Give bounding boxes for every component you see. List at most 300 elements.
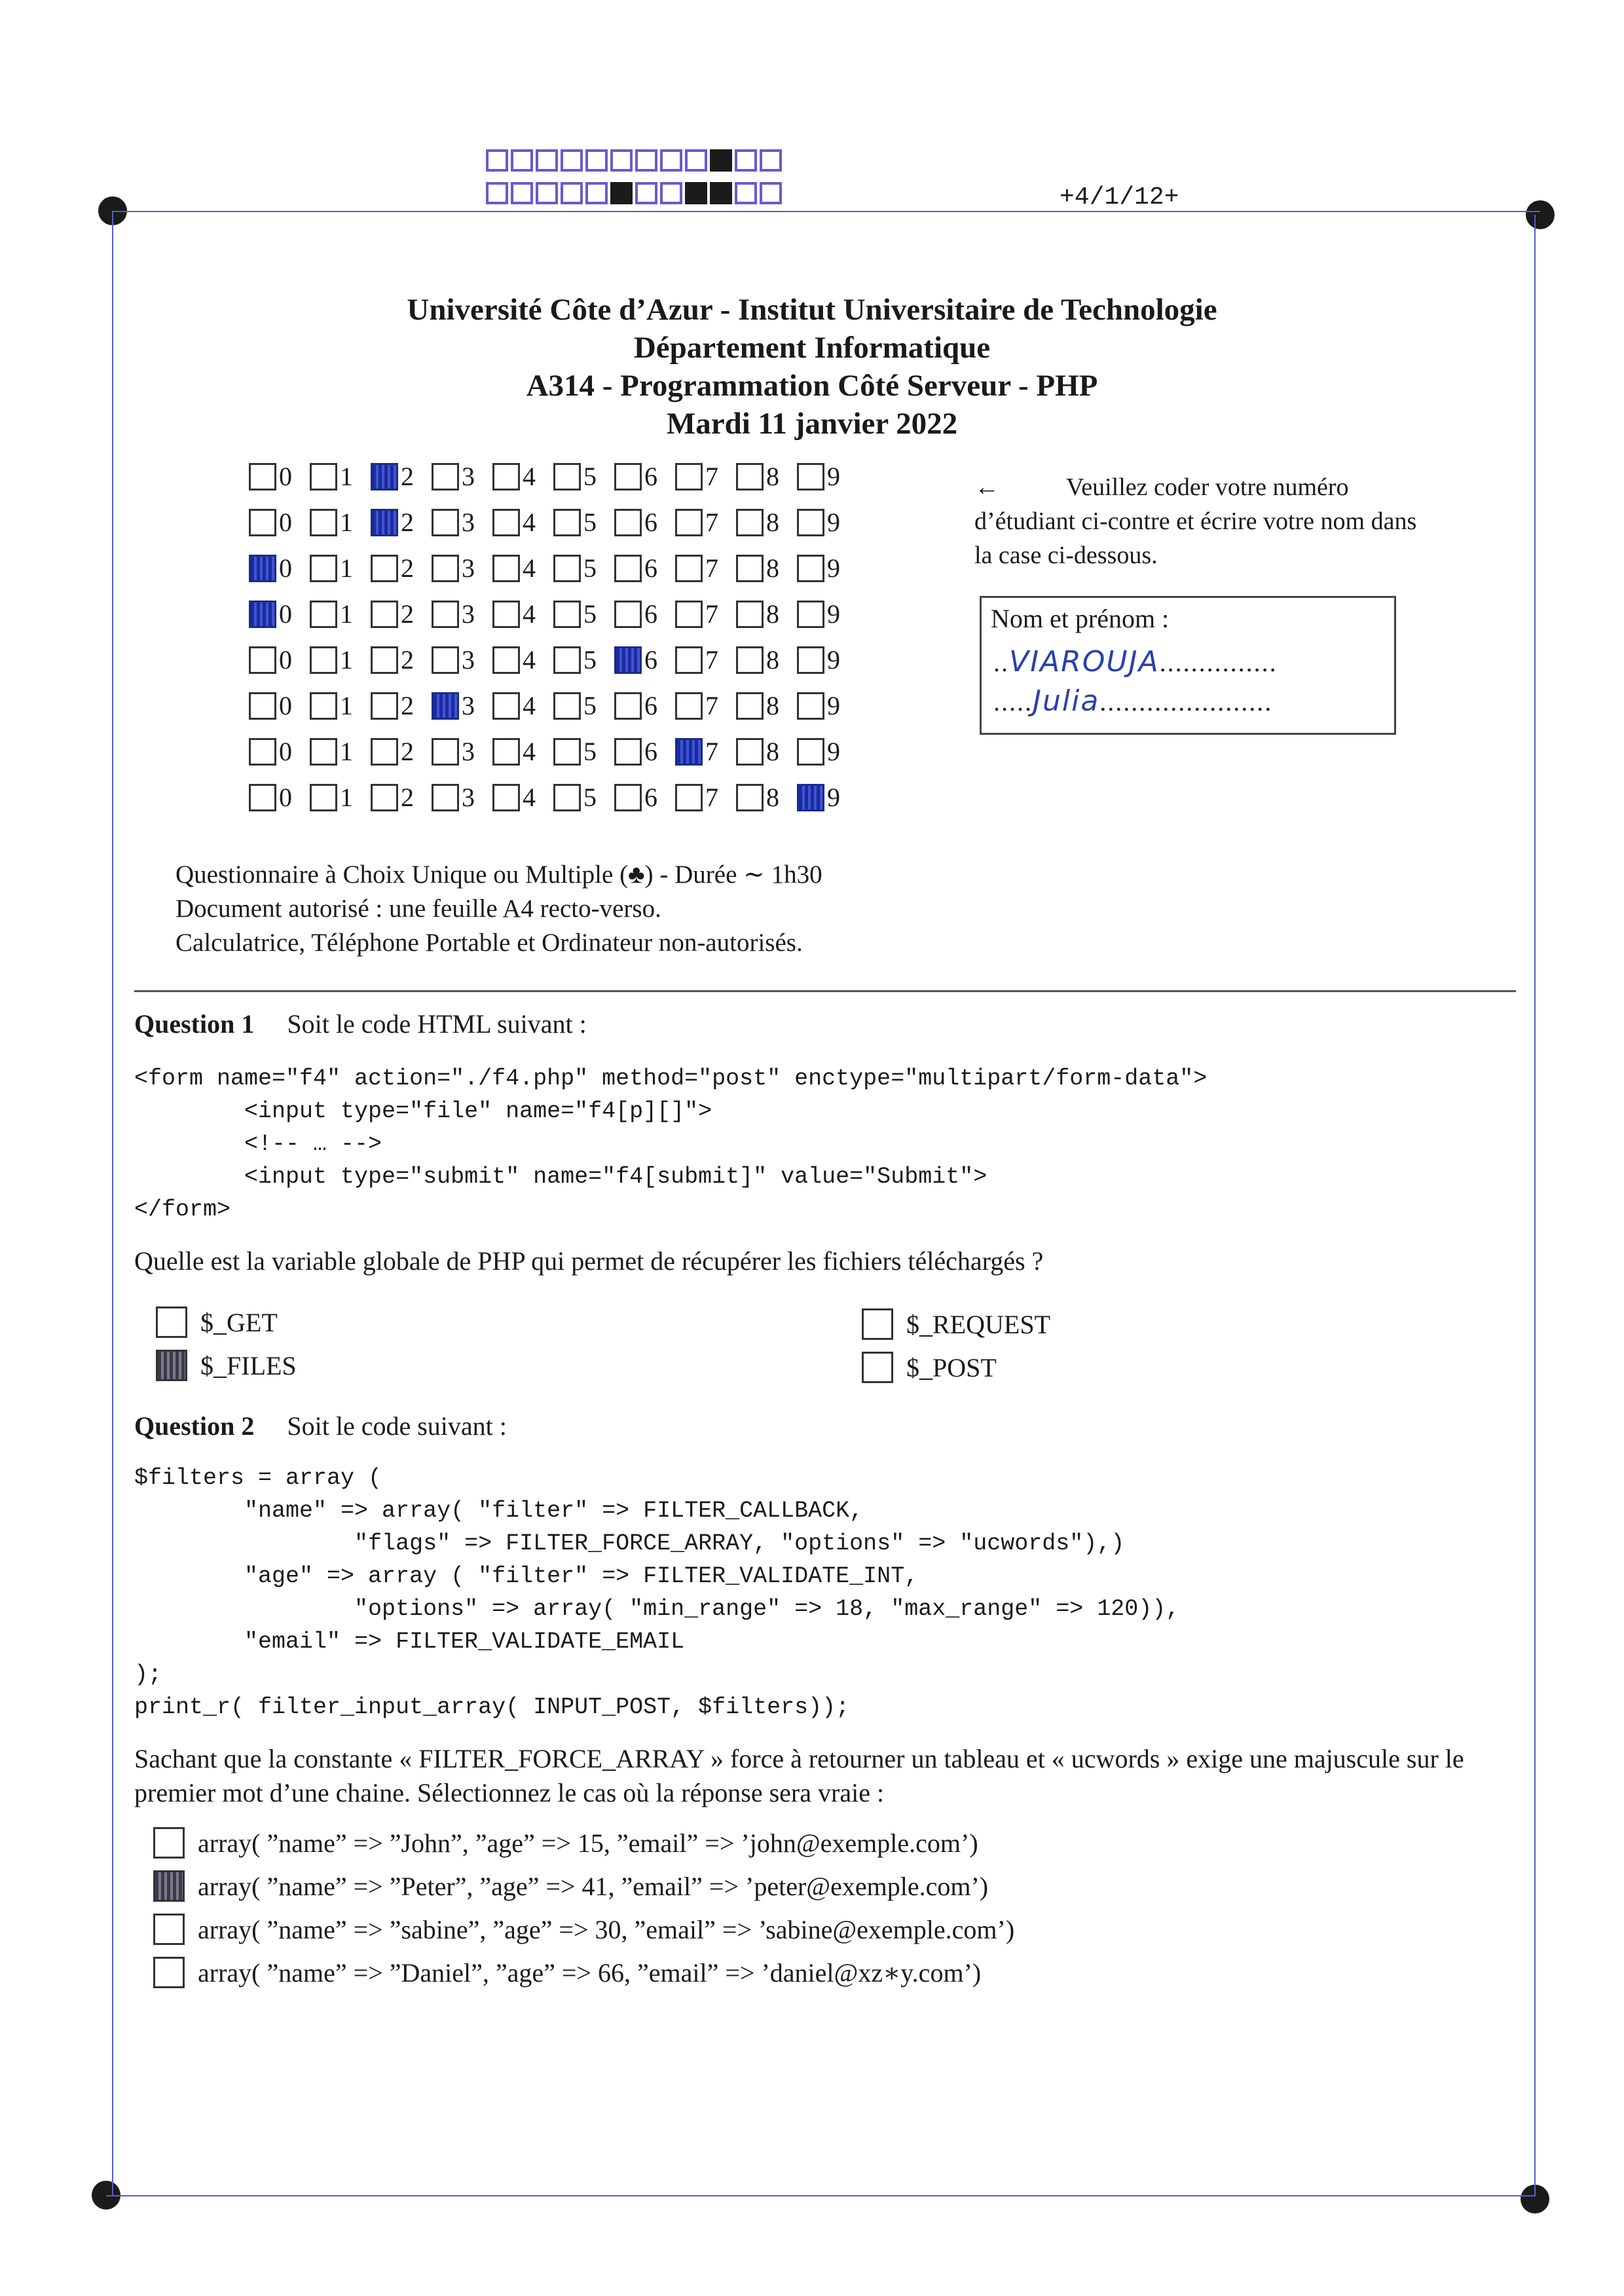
id-digit-checkbox[interactable] — [736, 646, 764, 674]
id-digit-option[interactable] — [371, 599, 432, 629]
id-digit-label: 5 — [583, 645, 597, 675]
id-digit-label: 0 — [279, 508, 292, 537]
id-digit-label: 9 — [827, 691, 840, 720]
id-digit-checkbox[interactable] — [371, 738, 398, 766]
id-digit-label: 9 — [827, 553, 840, 583]
id-digit-option[interactable] — [675, 782, 736, 813]
id-digit-option[interactable] — [249, 690, 310, 721]
id-digit-option[interactable] — [614, 507, 675, 538]
id-grid-row — [249, 782, 858, 813]
id-digit-option[interactable] — [553, 553, 614, 583]
id-digit-label: 8 — [766, 508, 779, 537]
question2-code: $filters = array ( "name" => array( "filter" => FILTER_CALLBACK, "flags" => FILTER_FORCE_ARRAY, "options" => "ucwords"),) "age" => array ( "filter" => FILTER_VALIDATE_INT, "options" => array( "min_range" => 18, "max_range" => 120)), "email" => FILTER_VALIDATE_EMAIL ); print_r( filter_input_array( INPUT_POST, $filters)); — [134, 1465, 1180, 1720]
id-digit-option[interactable] — [736, 644, 797, 675]
id-digit-checkbox[interactable] — [432, 692, 459, 720]
id-digit-checkbox[interactable] — [797, 738, 824, 766]
q2-checkbox-sabine[interactable] — [153, 1914, 185, 1945]
id-digit-label: 3 — [462, 691, 475, 720]
id-digit-checkbox[interactable] — [432, 784, 459, 811]
id-digit-checkbox[interactable] — [797, 784, 824, 811]
id-digit-label: 5 — [583, 737, 597, 766]
id-digit-option[interactable] — [249, 736, 310, 767]
id-digit-checkbox[interactable] — [614, 738, 642, 766]
id-digit-checkbox[interactable] — [675, 509, 703, 536]
id-digit-option[interactable] — [614, 599, 675, 629]
id-digit-label: 6 — [644, 737, 657, 766]
id-digit-checkbox[interactable] — [736, 692, 764, 720]
id-digit-checkbox[interactable] — [371, 692, 398, 720]
id-digit-label: 6 — [644, 691, 657, 720]
id-digit-label: 2 — [401, 737, 414, 766]
id-digit-option[interactable] — [553, 461, 614, 492]
id-digit-label: 1 — [340, 553, 353, 583]
id-digit-checkbox[interactable] — [736, 784, 764, 811]
id-digit-checkbox[interactable] — [249, 692, 276, 720]
id-digit-option[interactable] — [675, 553, 736, 583]
instructions-text: Veuillez coder votre numéro d’étudiant ci-contre et écrire votre nom dans la case ci-dessous. — [974, 473, 1417, 569]
id-digit-label: 4 — [523, 645, 536, 675]
first-name-handwritten: Julia — [1033, 684, 1100, 718]
id-digit-option[interactable] — [310, 507, 371, 538]
header-department: Département Informatique — [633, 331, 991, 365]
id-digit-checkbox[interactable] — [675, 555, 703, 582]
frame-left — [112, 211, 113, 2195]
id-digit-option[interactable] — [492, 690, 553, 721]
id-digit-checkbox[interactable] — [553, 555, 581, 582]
id-digit-option[interactable] — [614, 553, 675, 583]
id-digit-option[interactable] — [492, 507, 553, 538]
id-digit-checkbox[interactable] — [249, 555, 276, 582]
id-digit-checkbox[interactable] — [675, 463, 703, 491]
id-digit-option[interactable] — [371, 461, 432, 492]
id-digit-checkbox[interactable] — [310, 601, 337, 628]
id-digit-checkbox[interactable] — [797, 509, 824, 536]
id-digit-label: 0 — [279, 737, 292, 766]
id-digit-option[interactable] — [553, 644, 614, 675]
id-digit-checkbox[interactable] — [310, 692, 337, 720]
id-digit-label: 9 — [827, 599, 840, 629]
id-digit-option[interactable] — [310, 690, 371, 721]
id-digit-label: 8 — [766, 691, 779, 720]
id-digit-checkbox[interactable] — [249, 601, 276, 628]
page-code-grid-row1 — [486, 149, 782, 172]
id-digit-checkbox[interactable] — [736, 738, 764, 766]
id-digit-label: 8 — [766, 462, 779, 491]
id-digit-label: 6 — [644, 599, 657, 629]
q1-checkbox-get[interactable] — [156, 1306, 187, 1338]
id-digit-checkbox[interactable] — [249, 463, 276, 491]
id-digit-checkbox[interactable] — [614, 692, 642, 720]
id-digit-label: 8 — [766, 737, 779, 766]
id-digit-checkbox[interactable] — [797, 463, 824, 491]
last-name-handwritten: VIAROUJA — [1009, 645, 1160, 678]
id-digit-checkbox[interactable] — [249, 646, 276, 674]
id-digit-option[interactable] — [310, 644, 371, 675]
id-digit-label: 2 — [401, 783, 414, 812]
id-instructions — [974, 470, 1433, 572]
separator-rule — [134, 990, 1516, 992]
frame-right — [1534, 215, 1536, 2196]
id-digit-checkbox[interactable] — [492, 738, 520, 766]
id-digit-label: 0 — [279, 599, 292, 629]
id-digit-checkbox[interactable] — [614, 601, 642, 628]
id-digit-option[interactable] — [371, 553, 432, 583]
q1-option-post[interactable]: $_POST — [862, 1352, 997, 1383]
question2-prompt: Sachant que la constante « FILTER_FORCE_ARRAY » force à retourner un tableau et « ucwords » exige une majuscule sur le premier mot d’une chaine. Sélectionnez le cas où la réponse sera vraie : — [134, 1744, 1464, 1807]
id-digit-label: 1 — [340, 645, 353, 675]
id-grid-row — [249, 461, 858, 492]
id-digit-option[interactable] — [797, 599, 858, 629]
id-digit-label: 8 — [766, 553, 779, 583]
id-digit-option[interactable] — [492, 553, 553, 583]
q2-option-peter[interactable]: array( ”name” => ”Peter”, ”age” => 41, ”email” => ’peter@exemple.com’) — [153, 1870, 988, 1902]
id-digit-option[interactable] — [736, 736, 797, 767]
question1-code: <form name="f4" action="./f4.php" method="post" enctype="multipart/form-data"> <input type="file" name="f4[p][]"> <!-- … --> <input type="submit" name="f4[submit]" value="Submit"> </form> — [134, 1065, 1208, 1223]
page-code-grid-row2 — [486, 182, 782, 204]
id-digit-option[interactable] — [492, 461, 553, 492]
id-digit-option[interactable] — [492, 782, 553, 813]
id-digit-option[interactable] — [553, 507, 614, 538]
q2-checkbox-peter[interactable] — [153, 1870, 185, 1902]
id-digit-label: 5 — [583, 691, 597, 720]
id-digit-label: 3 — [462, 645, 475, 675]
id-digit-option[interactable] — [492, 599, 553, 629]
id-digit-label: 1 — [340, 737, 353, 766]
id-digit-checkbox[interactable] — [310, 509, 337, 536]
id-digit-checkbox[interactable] — [614, 509, 642, 536]
id-digit-checkbox[interactable] — [492, 692, 520, 720]
id-digit-option[interactable] — [736, 599, 797, 629]
id-digit-option[interactable] — [736, 461, 797, 492]
id-digit-label: 9 — [827, 783, 840, 812]
id-digit-option[interactable] — [249, 599, 310, 629]
corner-mark-top-right — [1526, 200, 1555, 229]
id-digit-label: 6 — [644, 553, 657, 583]
id-digit-checkbox[interactable] — [432, 509, 459, 536]
id-digit-label: 6 — [644, 783, 657, 812]
id-digit-checkbox[interactable] — [310, 738, 337, 766]
id-digit-option[interactable] — [492, 644, 553, 675]
id-grid-row — [249, 644, 858, 675]
id-digit-label: 4 — [523, 508, 536, 537]
q2-option-sabine[interactable]: array( ”name” => ”sabine”, ”age” => 30, ”email” => ’sabine@exemple.com’) — [153, 1914, 1014, 1945]
q1-checkbox-request[interactable] — [862, 1308, 893, 1340]
id-digit-option[interactable] — [797, 461, 858, 492]
id-digit-checkbox[interactable] — [675, 692, 703, 720]
id-digit-option[interactable] — [249, 507, 310, 538]
header-date: Mardi 11 janvier 2022 — [666, 407, 958, 441]
id-digit-label: 1 — [340, 599, 353, 629]
id-digit-option[interactable] — [736, 553, 797, 583]
id-digit-label: 5 — [583, 599, 597, 629]
id-digit-label: 3 — [462, 508, 475, 537]
id-digit-label: 7 — [705, 553, 718, 583]
id-digit-checkbox[interactable] — [797, 555, 824, 582]
id-digit-label: 9 — [827, 737, 840, 766]
id-digit-label: 1 — [340, 691, 353, 720]
question2-intro: Soit le code suivant : — [287, 1411, 507, 1441]
id-digit-label: 8 — [766, 783, 779, 812]
id-digit-label: 4 — [523, 783, 536, 812]
id-digit-checkbox[interactable] — [675, 646, 703, 674]
id-digit-label: 2 — [401, 691, 414, 720]
id-digit-label: 4 — [523, 691, 536, 720]
left-arrow-icon: ← — [974, 473, 999, 501]
id-digit-label: 3 — [462, 783, 475, 812]
id-digit-option[interactable] — [553, 782, 614, 813]
id-digit-checkbox[interactable] — [797, 646, 824, 674]
id-grid-row — [249, 553, 858, 583]
id-digit-option[interactable] — [675, 599, 736, 629]
id-digit-checkbox[interactable] — [371, 555, 398, 582]
id-digit-checkbox[interactable] — [736, 601, 764, 628]
id-digit-checkbox[interactable] — [432, 463, 459, 491]
id-digit-checkbox[interactable] — [371, 601, 398, 628]
id-digit-checkbox[interactable] — [371, 784, 398, 811]
id-digit-option[interactable] — [797, 507, 858, 538]
id-digit-checkbox[interactable] — [553, 646, 581, 674]
id-digit-option[interactable] — [675, 690, 736, 721]
id-digit-option[interactable] — [492, 736, 553, 767]
id-digit-option[interactable] — [371, 690, 432, 721]
id-digit-checkbox[interactable] — [432, 601, 459, 628]
id-digit-checkbox[interactable] — [797, 692, 824, 720]
id-digit-checkbox[interactable] — [553, 692, 581, 720]
id-digit-label: 7 — [705, 599, 718, 629]
frame-top — [113, 211, 1540, 212]
name-box-label: Nom et prénom : — [991, 604, 1170, 633]
id-digit-option[interactable] — [553, 690, 614, 721]
id-digit-option[interactable] — [614, 644, 675, 675]
id-digit-checkbox[interactable] — [614, 463, 642, 491]
header-university: Université Côte d’Azur - Institut Universitaire de Technologie — [407, 293, 1217, 327]
question1-intro: Soit le code HTML suivant : — [287, 1009, 587, 1039]
id-digit-option[interactable] — [371, 644, 432, 675]
id-digit-option[interactable] — [797, 553, 858, 583]
q1-option-files[interactable]: $_FILES — [156, 1350, 297, 1381]
id-digit-checkbox[interactable] — [249, 509, 276, 536]
id-digit-checkbox[interactable] — [797, 601, 824, 628]
id-digit-option[interactable] — [371, 507, 432, 538]
id-digit-option[interactable] — [432, 553, 492, 583]
q2-option-john[interactable]: array( ”name” => ”John”, ”age” => 15, ”email” => ’john@exemple.com’) — [153, 1827, 978, 1859]
id-digit-label: 8 — [766, 645, 779, 675]
q2-option-daniel[interactable]: array( ”name” => ”Daniel”, ”age” => 66, ”email” => ’daniel@xz∗y.com’) — [153, 1957, 981, 1988]
id-digit-checkbox[interactable] — [310, 463, 337, 491]
id-digit-option[interactable] — [249, 553, 310, 583]
question1-number: Question 1 — [134, 1009, 255, 1039]
exam-meta — [175, 858, 822, 960]
id-digit-label: 1 — [340, 783, 353, 812]
id-digit-option[interactable] — [614, 690, 675, 721]
id-digit-label: 3 — [462, 462, 475, 491]
forbidden-devices: Calculatrice, Téléphone Portable et Ordinateur non-autorisés. — [175, 929, 803, 957]
id-digit-option[interactable] — [371, 736, 432, 767]
id-digit-label: 5 — [583, 508, 597, 537]
id-digit-label: 7 — [705, 691, 718, 720]
id-digit-checkbox[interactable] — [614, 646, 642, 674]
id-digit-label: 5 — [583, 783, 597, 812]
q2-checkbox-john[interactable] — [153, 1827, 185, 1859]
id-digit-option[interactable] — [432, 736, 492, 767]
id-digit-option[interactable] — [310, 782, 371, 813]
id-digit-option[interactable] — [432, 690, 492, 721]
id-digit-checkbox[interactable] — [492, 784, 520, 811]
id-digit-checkbox[interactable] — [432, 646, 459, 674]
id-digit-label: 7 — [705, 462, 718, 491]
id-digit-option[interactable] — [675, 461, 736, 492]
id-digit-option[interactable] — [797, 690, 858, 721]
id-digit-option[interactable] — [675, 736, 736, 767]
id-digit-option[interactable] — [310, 736, 371, 767]
id-digit-option[interactable] — [432, 461, 492, 492]
id-digit-label: 9 — [827, 508, 840, 537]
id-digit-option[interactable] — [432, 782, 492, 813]
id-digit-option[interactable] — [249, 782, 310, 813]
id-digit-checkbox[interactable] — [736, 555, 764, 582]
q2-checkbox-daniel[interactable] — [153, 1957, 185, 1988]
id-digit-checkbox[interactable] — [432, 738, 459, 766]
id-digit-label: 3 — [462, 553, 475, 583]
id-digit-label: 2 — [401, 462, 414, 491]
id-digit-checkbox[interactable] — [553, 738, 581, 766]
id-digit-label: 2 — [401, 508, 414, 537]
id-digit-checkbox[interactable] — [675, 784, 703, 811]
id-digit-label: 2 — [401, 599, 414, 629]
id-digit-checkbox[interactable] — [249, 738, 276, 766]
id-digit-checkbox[interactable] — [371, 509, 398, 536]
id-digit-checkbox[interactable] — [492, 601, 520, 628]
id-digit-label: 0 — [279, 553, 292, 583]
header-course: A314 - Programmation Côté Serveur - PHP — [526, 369, 1098, 403]
id-digit-option[interactable] — [797, 782, 858, 813]
exam-format: Questionnaire à Choix Unique ou Multiple (♣) - Durée ∼ 1h30 — [175, 861, 822, 889]
id-digit-checkbox[interactable] — [492, 463, 520, 491]
q1-option-get[interactable]: $_GET — [156, 1306, 278, 1338]
id-digit-label: 8 — [766, 599, 779, 629]
id-digit-label: 9 — [827, 462, 840, 491]
id-digit-label: 0 — [279, 645, 292, 675]
id-digit-label: 7 — [705, 645, 718, 675]
allowed-documents: Document autorisé : une feuille A4 recto-verso. — [175, 895, 661, 923]
first-name-line: .....Julia...................... — [993, 684, 1273, 718]
last-name-line: ..VIAROUJA............... — [993, 645, 1278, 678]
id-digit-option[interactable] — [553, 599, 614, 629]
id-digit-option[interactable] — [797, 644, 858, 675]
id-digit-checkbox[interactable] — [736, 463, 764, 491]
id-digit-checkbox[interactable] — [492, 646, 520, 674]
id-digit-label: 4 — [523, 462, 536, 491]
id-digit-checkbox[interactable] — [736, 509, 764, 536]
id-digit-option[interactable] — [249, 644, 310, 675]
id-digit-label: 7 — [705, 508, 718, 537]
id-digit-option[interactable] — [310, 461, 371, 492]
id-grid-row — [249, 599, 858, 629]
id-digit-label: 5 — [583, 462, 597, 491]
id-digit-label: 9 — [827, 645, 840, 675]
id-digit-option[interactable] — [736, 507, 797, 538]
id-digit-label: 2 — [401, 553, 414, 583]
name-box[interactable] — [980, 596, 1396, 735]
id-digit-checkbox[interactable] — [675, 738, 703, 766]
id-grid-row — [249, 507, 858, 538]
id-digit-label: 1 — [340, 508, 353, 537]
id-digit-option[interactable] — [736, 782, 797, 813]
id-digit-checkbox[interactable] — [371, 463, 398, 491]
id-digit-label: 5 — [583, 553, 597, 583]
id-digit-option[interactable] — [736, 690, 797, 721]
id-digit-label: 4 — [523, 737, 536, 766]
id-digit-label: 1 — [340, 462, 353, 491]
id-digit-option[interactable] — [797, 736, 858, 767]
id-digit-checkbox[interactable] — [553, 601, 581, 628]
question1-prompt: Quelle est la variable globale de PHP qui permet de récupérer les fichiers téléchargés ? — [134, 1246, 1044, 1276]
id-digit-label: 4 — [523, 553, 536, 583]
id-digit-checkbox[interactable] — [310, 646, 337, 674]
id-digit-option[interactable] — [310, 553, 371, 583]
id-digit-label: 6 — [644, 645, 657, 675]
id-grid-row — [249, 736, 858, 767]
id-digit-checkbox[interactable] — [432, 555, 459, 582]
id-digit-label: 4 — [523, 599, 536, 629]
id-digit-checkbox[interactable] — [371, 646, 398, 674]
id-digit-label: 6 — [644, 508, 657, 537]
id-digit-checkbox[interactable] — [492, 509, 520, 536]
question1-heading — [134, 1009, 587, 1039]
id-digit-checkbox[interactable] — [553, 784, 581, 811]
id-digit-option[interactable] — [371, 782, 432, 813]
id-digit-option[interactable] — [614, 461, 675, 492]
question2-heading — [134, 1411, 507, 1441]
id-digit-option[interactable] — [553, 736, 614, 767]
id-digit-option[interactable] — [675, 644, 736, 675]
id-digit-label: 7 — [705, 783, 718, 812]
id-digit-checkbox[interactable] — [492, 555, 520, 582]
id-digit-label: 3 — [462, 737, 475, 766]
id-digit-label: 0 — [279, 691, 292, 720]
id-digit-label: 6 — [644, 462, 657, 491]
id-digit-checkbox[interactable] — [553, 509, 581, 536]
id-digit-option[interactable] — [675, 507, 736, 538]
id-digit-option[interactable] — [614, 782, 675, 813]
id-digit-option[interactable] — [614, 736, 675, 767]
id-digit-label: 7 — [705, 737, 718, 766]
id-digit-checkbox[interactable] — [553, 463, 581, 491]
id-digit-checkbox[interactable] — [310, 784, 337, 811]
id-digit-label: 2 — [401, 645, 414, 675]
q1-checkbox-post[interactable] — [862, 1352, 893, 1383]
id-digit-option[interactable] — [432, 599, 492, 629]
id-digit-checkbox[interactable] — [310, 555, 337, 582]
id-digit-label: 0 — [279, 783, 292, 812]
id-digit-option[interactable] — [249, 461, 310, 492]
frame-bottom — [106, 2195, 1535, 2196]
id-digit-checkbox[interactable] — [614, 784, 642, 811]
id-digit-checkbox[interactable] — [675, 601, 703, 628]
page-marker: +4/1/12+ — [1060, 183, 1179, 212]
q1-checkbox-files[interactable] — [156, 1350, 187, 1381]
id-digit-checkbox[interactable] — [614, 555, 642, 582]
id-digit-label: 0 — [279, 462, 292, 491]
id-digit-option[interactable] — [310, 599, 371, 629]
id-digit-option[interactable] — [432, 507, 492, 538]
q1-option-request[interactable]: $_REQUEST — [862, 1308, 1050, 1340]
question2-number: Question 2 — [134, 1411, 255, 1441]
id-grid-row — [249, 690, 858, 721]
id-digit-option[interactable] — [432, 644, 492, 675]
id-digit-label: 3 — [462, 599, 475, 629]
id-digit-checkbox[interactable] — [249, 784, 276, 811]
